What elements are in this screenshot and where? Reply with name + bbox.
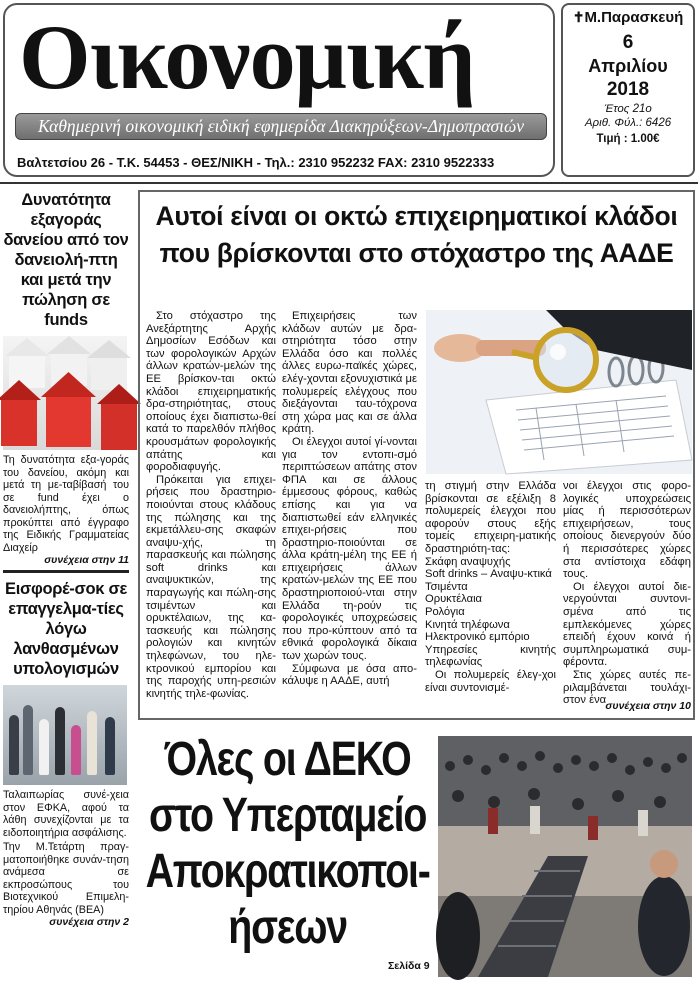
contact-address: Βαλτετσίου 26 - Τ.Κ. 54453 - ΘΕΣ/ΝΙΚΗ - Τηλ.: 2310 952232 FAX: 2310 9522333: [17, 155, 495, 170]
continued-link-11[interactable]: συνέχεια στην 11: [44, 554, 129, 566]
sector-list-item: Ρολόγια: [425, 605, 465, 618]
sector-list-item: Κινητά τηλέφωνα: [425, 618, 510, 631]
red-house-shape: [0, 380, 41, 446]
masthead: [3, 3, 555, 177]
newspaper-logo: Οικονομική: [19, 6, 475, 108]
lead-article: [138, 190, 695, 720]
side-text-contributions-1: Ταλαιπωρίας συνέ-χεια στον ΕΦΚΑ, αφού τα λάθη συνεχίζονται με τα ειδοποιητήρια ασφάλισης.: [3, 789, 129, 839]
article-paragraph: Πρόκειται για επιχει-ρήσεις που δραστηριο-ποιούνται στους κλάδους της πώλησης και της εκμετάλλευ-σης σκαφών αναψυ-χής, τη παρασκευής και πώλησης soft drinks και αναψυκτικών, της παραγωγής και πώλη-σης τσιμέντων και ορυκτέλαιων, της κα-τασκευής και πώλησης ρολογιών και κινητών τηλεφώνων, του ηλε-κτρονικού εμπορίου και της παροχής υπη-ρεσιών κινητής τηλε-φωνίας.: [146, 473, 276, 700]
magnifier-audit-image: [426, 310, 692, 474]
article-paragraph: Οι έλεγχοι αυτοί διε-νεργούνται συντονι-σμένα από τις εμπλεκόμενες χώρες επειδή έχουν κοινά ή συμπληρωματικά συμ-φέροντα.: [563, 580, 691, 669]
sector-list: [425, 556, 556, 669]
continued-link-2[interactable]: συνέχεια στην 2: [49, 916, 129, 928]
article-paragraph: Στις χώρες αυτές πε-ριλαμβάνεται τουλάχι-στον ένα: [563, 668, 691, 707]
article-paragraph: Επιχειρήσεις των κλάδων αυτών με δρα-στηριότητα τόσο στην Ελλάδα όσο και πολλές άλλες ευρω-παϊκές χώρες, ελέγ-χονται εξονυχιστικά με πολυμερείς ελέγχους που διεξάγονται ταυ-τόχρονα στη χώρα μας και σε άλλα κράτη.: [282, 310, 417, 436]
secondary-article: [138, 728, 695, 979]
page-reference[interactable]: Σελίδα 9: [388, 960, 430, 972]
article-column-1: [146, 310, 276, 720]
cross-icon: ✝: [572, 9, 585, 25]
person-shape: [71, 725, 81, 775]
headline-line: Όλες οι ΔΕΚΟ: [164, 733, 411, 786]
person-shape: [105, 717, 115, 775]
sidebar-divider: [3, 570, 129, 573]
article-column-2: [282, 310, 417, 720]
headline-line: Αποκρατικοποι-: [145, 845, 430, 898]
lead-article-title: Αυτοί είναι οι οκτώ επιχειρηματικοί κλάδοι που βρίσκονται στο στόχαστρο της ΑΑΔΕ: [155, 201, 678, 268]
masthead-divider: [0, 182, 698, 184]
date-year: 2018: [606, 79, 650, 100]
magnifier-illustration: [426, 310, 692, 474]
article-paragraph: νοι έλεγχοι στις φορο-λογικές υποχρεώσεις μίας ή περισσότερων επιχειρήσεων, τους οποίους διενεργούν δύο ή περισσότερες χώρες στα αντίστοιχα εδάφη τους.: [563, 480, 691, 581]
sector-list-item: Υπηρεσίες κινητής τηλεφωνίας: [425, 643, 556, 669]
article-paragraph: Οι έλεγχοι αυτοί γί-νονται για τον εντοπι-σμό περιπτώσεων απάτης στον ΦΠΑ και σε άλλους έμμεσους φόρους, καθώς επίσης και για να διαπιστωθεί εάν ελληνικές επιχει-ρήσεις που δραστηριο-ποιούνται σε άλλα κράτη-μέλη της ΕΕ ή επιχειρήσεις άλλων κρατών-μελών της ΕΕ που δραστηριοποιού-νται στην Ελλάδα τη-ρούν τις φορολογικές υποχρεώσεις που προ-κύπτουν από τα εθνικά φορολογικά δίκαια των χωρών τους.: [282, 435, 417, 663]
weekday-label: Μ.Παρασκευή: [584, 9, 684, 26]
left-sidebar: [3, 186, 129, 979]
sector-list-item: Ορυκτέλαια: [425, 593, 483, 606]
date-month: Απριλίου: [588, 56, 668, 76]
article-paragraph: Στο στόχαστρο της Ανεξάρτητης Αρχής Δημοσίων Εσόδων και των φορολογικών Αρχών άλλων κρατών-μελών της ΕΕ βρίσκον-ται οκτώ κλάδοι επιχειρηματικής δρα-στηριότητας, στους οποίους έχει διαπιστω-θεί κατά το παρελθόν πλήθος κρουσμάτων φορολογικής απάτης και φοροδιαφυγής.: [146, 310, 276, 474]
continued-link-10[interactable]: συνέχεια στην 10: [605, 700, 691, 712]
article-paragraph: τη στιγμή στην Ελλάδα βρίσκονται σε εξέλιξη 8 πολυμερείς έλεγχοι που αφορούν στους εξής τομείς επιχειρη-ματικής δραστηριότη-τας:: [425, 480, 556, 555]
tagline: Καθημερινή οικονομική ειδική εφημερίδα Διακηρύξεων-Δημοπρασιών: [15, 113, 547, 140]
article-paragraph: Σύμφωνα με όσα απο-κάλυψε η ΑΑΔΕ, αυτή: [282, 662, 417, 688]
article-column-3: [425, 480, 556, 720]
issue-number: Αριθ. Φύλ.: 6426: [584, 117, 672, 129]
person-shape: [39, 719, 49, 775]
red-house-shape: [97, 384, 141, 450]
escalator-crowd-image: [438, 736, 692, 977]
headline-line: ήσεων: [228, 901, 347, 954]
person-shape: [23, 705, 33, 775]
houses-image: [3, 336, 127, 450]
sector-list-item: Τσιμέντα: [425, 580, 468, 593]
side-text-loans: Τη δυνατότητα εξα-γοράς του δανείου, ακόμη και μετά τη με-ταβίβασή του σε fund έχει ο δανειολήπτης, όπως προκύπτει από έγγραφο της Ειδικής Γραμματείας Διαχείρ: [3, 454, 129, 554]
side-headline-contributions: Εισφορέ-σοκ σε επαγγελμα-τίες λόγω λανθασμένων υπολογισμών: [5, 580, 127, 678]
secondary-headline: [140, 732, 435, 956]
red-house-shape: [41, 372, 96, 447]
sector-list-item: Soft drinks – Αναψυ-κτικά: [425, 568, 552, 581]
date-number: 6: [622, 32, 634, 53]
side-headline-loans: Δυνατότητα εξαγοράς δανείου από τον δανειολή-πτη και μετά την πώληση σε funds: [3, 191, 129, 329]
edition-year: Έτος 21ο: [604, 103, 652, 115]
side-text-contributions-2: Την Μ.Τετάρτη πραγ-ματοποιήθηκε συνάν-τηση ανάμεσα σε εκπροσώπους του Βιοτεχνικού Επιμελη-τηρίου Αθηνάς (ΒΕΑ): [3, 841, 129, 916]
price: Τιμή : 1.00€: [596, 133, 660, 145]
crowd-illustration: [438, 736, 692, 977]
sector-list-item: Σκάφη αναψυχής: [425, 555, 511, 568]
date-box: [561, 3, 695, 177]
headline-line: στο Υπερταμείο: [149, 789, 427, 842]
person-shape: [9, 715, 19, 775]
article-paragraph: Οι πολυμερείς έλεγ-χοι είναι συντονισμέ-: [425, 668, 556, 694]
weekday: [563, 9, 693, 26]
sector-list-item: Ηλεκτρονικό εμπόριο: [425, 631, 530, 644]
person-shape: [55, 707, 65, 775]
person-shape: [87, 711, 97, 775]
office-crowd-image: [3, 685, 127, 785]
